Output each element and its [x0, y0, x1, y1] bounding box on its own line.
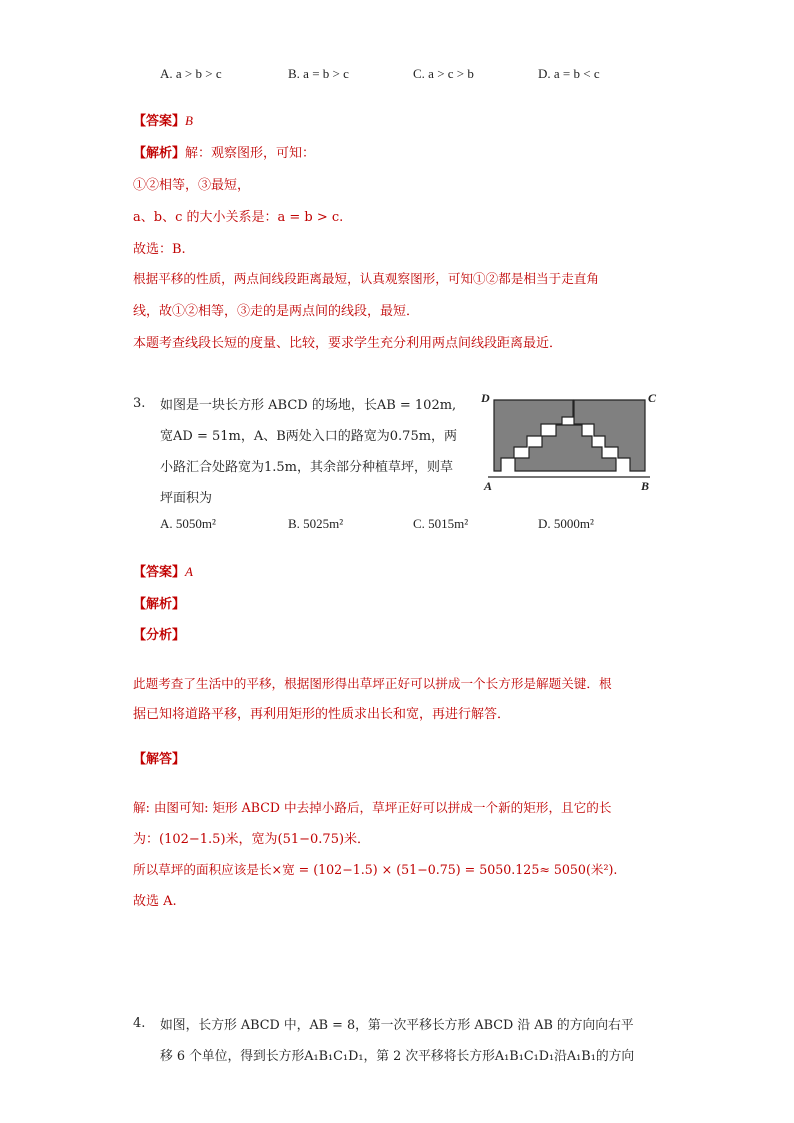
analysis-text-4: 故选：B.	[133, 242, 186, 257]
q2-answer-line	[133, 110, 193, 129]
answer-value: A	[185, 564, 193, 579]
q3-figure-label-b: B	[641, 479, 650, 493]
q4-stem-1: 如图，长方形 ABCD 中，AB = 8，第一次平移长方形 ABCD 沿 AB 的方向向右平	[160, 1018, 634, 1033]
q3-jieda-text-3: 所以草坪的面积应该是长×宽 = (102−1.5) × (51−0.75) = 5050.125≈ 5050(米²).	[133, 862, 618, 877]
q2-option-d: D. a = b < c	[538, 66, 600, 81]
q3-jieda-label: 【解答】	[133, 752, 186, 767]
q3-figure-label-c: C	[648, 391, 657, 405]
analysis-text-1: 解：观察图形，可知：	[185, 146, 316, 161]
answer-label: 【答案】	[133, 565, 186, 580]
q2-option-a: A. a > b > c	[160, 66, 222, 81]
answer-label: 【答案】	[133, 114, 186, 129]
analysis-text-6: 线，故①②相等，③走的是两点间的线段，最短．	[133, 304, 420, 319]
q3-stem-1: 如图是一块长方形 ABCD 的场地，长AB = 102m,	[160, 398, 457, 413]
q3-fenxi-text-1: 此题考查了生活中的平移，根据图形得出草坪正好可以拼成一个长方形是解题关键．根	[133, 676, 612, 691]
q3-analysis-label: 【解析】	[133, 597, 186, 612]
answer-value: B	[185, 113, 193, 128]
q3-jieda-text-2: 为：(102−1.5)米，宽为(51−0.75)米．	[133, 832, 371, 847]
q2-option-b: B. a = b > c	[288, 66, 349, 81]
analysis-text-5: 根据平移的性质，两点间线段距离最短，认真观察图形，可知①②都是相当于走直角	[133, 271, 599, 286]
analysis-text-3: a、b、c 的大小关系是：a = b > c.	[133, 210, 344, 225]
q3-fenxi-text-2: 据已知将道路平移，再利用矩形的性质求出长和宽，再进行解答．	[133, 707, 511, 722]
q3-figure	[478, 388, 664, 494]
q3-option-d: D. 5000m²	[538, 516, 594, 531]
q3-stem-4: 坪面积为	[160, 491, 213, 506]
q2-analysis-line	[133, 142, 315, 161]
q3-option-b: B. 5025m²	[288, 516, 344, 531]
analysis-text-2: ①②相等，③最短，	[133, 178, 251, 193]
q3-figure-label-a: A	[484, 479, 493, 493]
analysis-text-7: 本题考查线段长短的度量、比较，要求学生充分利用两点间线段距离最近．	[133, 336, 563, 351]
q3-number: 3.	[133, 396, 146, 411]
q3-option-c: C. 5015m²	[413, 516, 469, 531]
q3-option-a: A. 5050m²	[160, 516, 216, 531]
q2-option-c: C. a > c > b	[413, 66, 474, 81]
q4-stem-2: 移 6 个单位，得到长方形A₁B₁C₁D₁，第 2 次平移将长方形A₁B₁C₁D₁沿A₁B₁的方向	[160, 1049, 635, 1064]
q3-jieda-text-1: 解: 由图可知: 矩形 ABCD 中去掉小路后，草坪正好可以拼成一个新的矩形，且它的长	[133, 800, 612, 815]
q3-fenxi-label: 【分析】	[133, 628, 186, 643]
q3-figure-label-d: D	[481, 391, 490, 405]
q3-stem-2: 宽AD = 51m，A、B两处入口的路宽为0.75m，两	[160, 429, 458, 444]
q3-stem-3: 小路汇合处路宽为1.5m，其余部分种植草坪，则草	[160, 460, 454, 475]
analysis-label: 【解析】	[133, 146, 186, 161]
q4-number: 4.	[133, 1016, 146, 1031]
q3-answer-line	[133, 561, 193, 580]
q3-jieda-text-4: 故选 A.	[133, 894, 177, 909]
